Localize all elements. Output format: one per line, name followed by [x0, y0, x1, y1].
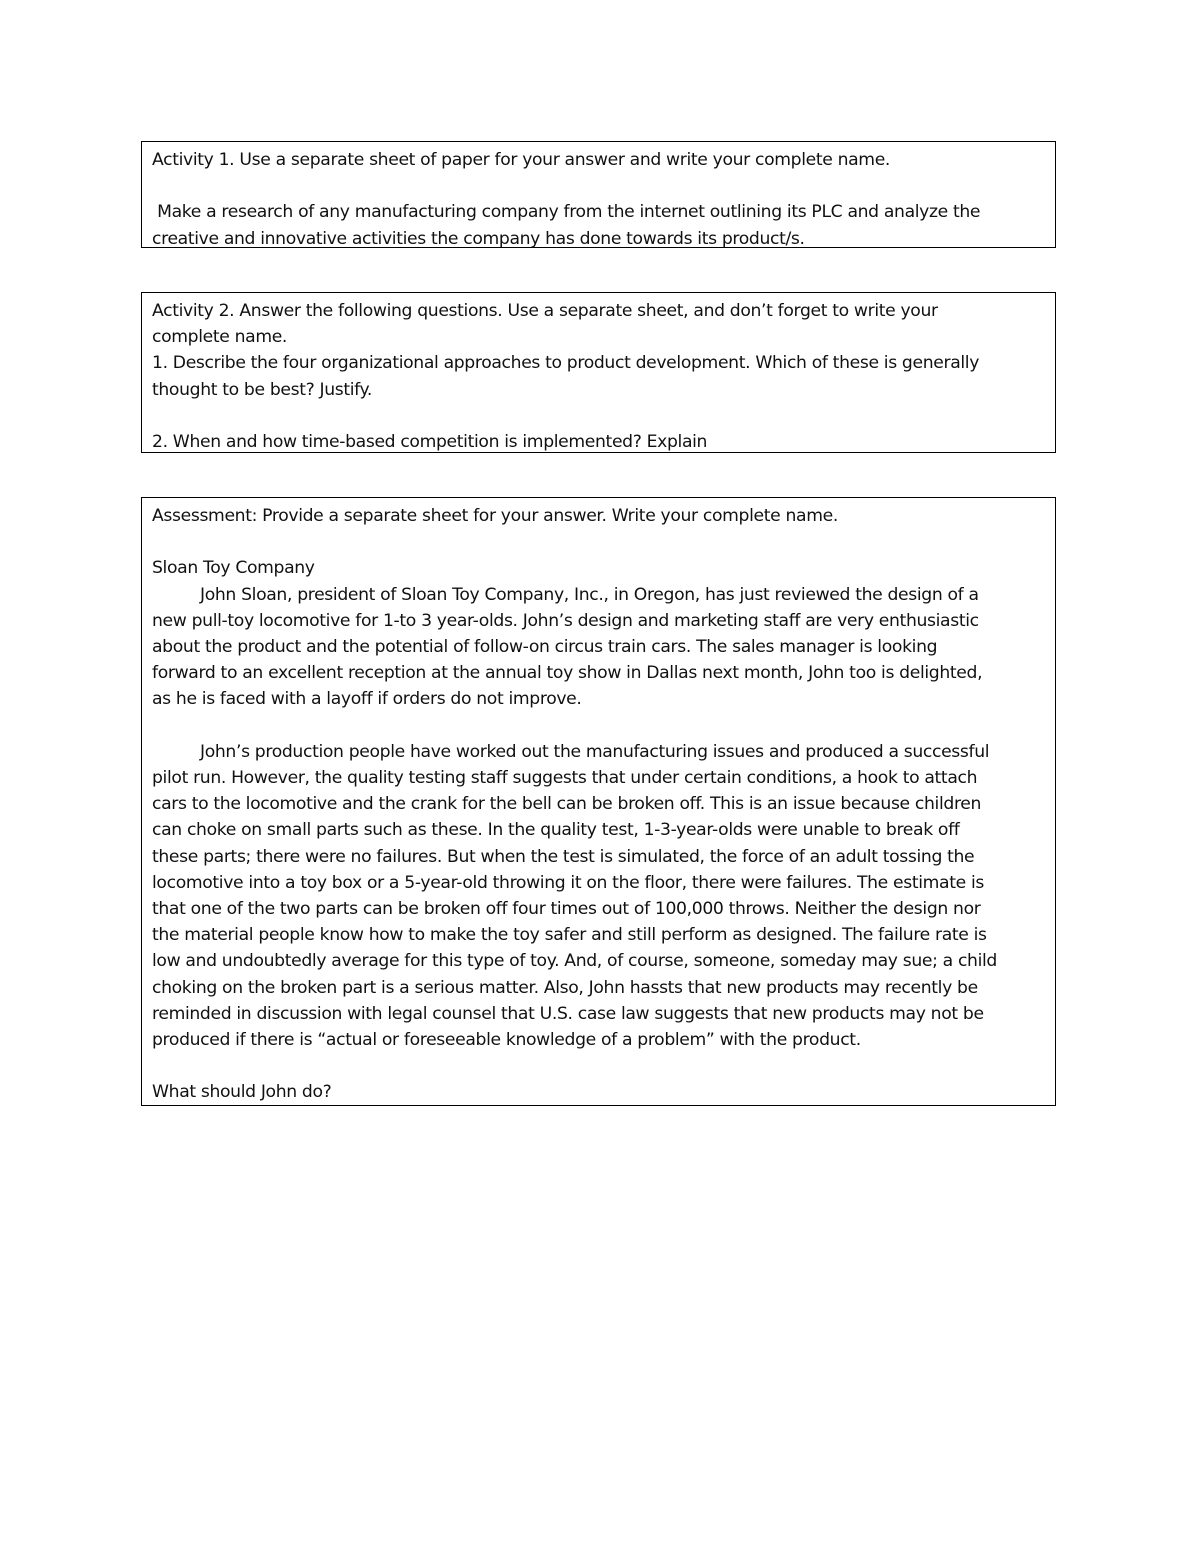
activity-2-box	[141, 292, 1056, 453]
activity-1-heading: Activity 1. Use a separate sheet of paper for your answer and write your complete name.	[152, 150, 891, 170]
paragraph-1-line: John Sloan, president of Sloan Toy Company, Inc., in Oregon, has just reviewed the design of a	[200, 584, 979, 605]
assessment-box	[141, 497, 1056, 1106]
question-1-line: 1. Describe the four organizational approaches to product development. Which of these is generally	[152, 353, 980, 374]
paragraph-2-line: produced if there is “actual or foreseeable knowledge of a problem” with the product.	[152, 1030, 861, 1051]
paragraph-1-line: about the product and the potential of follow-on circus train cars. The sales manager is looking	[152, 637, 938, 657]
spacer	[152, 713, 1045, 739]
paragraph-1-line: new pull-toy locomotive for 1-to 3 year-olds. John’s design and marketing staff are very enthusiastic	[152, 610, 979, 631]
paragraph-1-line: forward to an excellent reception at the annual toy show in Dallas next month, John too is delighted,	[152, 663, 983, 684]
paragraph-2-line: reminded in discussion with legal counsel that U.S. case law suggests that new products may not be	[152, 1003, 984, 1024]
spacer	[152, 529, 1045, 555]
paragraph-2-line: John’s production people have worked out the manufacturing issues and produced a successful	[200, 741, 990, 762]
paragraph-2-line: can choke on small parts such as these. In the quality test, 1-3-year-olds were unable to break off	[152, 820, 960, 841]
paragraph-2-line: these parts; there were no failures. But when the test is simulated, the force of an adult tossing the	[152, 846, 975, 867]
activity-2-heading-line: Activity 2. Answer the following questions. Use a separate sheet, and don’t forget to write your	[152, 301, 938, 321]
spacer	[152, 403, 1045, 429]
paragraph-1-line: as he is faced with a layoff if orders do not improve.	[152, 689, 582, 710]
activity-1-body-line: Make a research of any manufacturing company from the internet outlining its PLC and analyze the	[152, 202, 981, 223]
activity-1-body-line: creative and innovative activities the company has done towards its product/s.	[152, 228, 805, 249]
activity-2-heading-line: complete name.	[152, 327, 288, 348]
paragraph-2-line: cars to the locomotive and the crank for the bell can be broken off. This is an issue because children	[152, 794, 982, 815]
spacer	[152, 173, 1045, 199]
paragraph-2-line: low and undoubtedly average for this type of toy. And, of course, someone, someday may sue; a child	[152, 951, 997, 972]
question-2: 2. When and how time-based competition is implemented? Explain	[152, 432, 708, 452]
activity-1-box	[141, 141, 1056, 248]
paragraph-2-line: that one of the two parts can be broken off four times out of 100,000 throws. Neither the design nor	[152, 899, 981, 920]
paragraph-2-line: choking on the broken part is a serious matter. Also, John hassts that new products may recently be	[152, 977, 978, 998]
paragraph-2-line: locomotive into a toy box or a 5-year-old throwing it on the floor, there were failures. The estimate is	[152, 872, 984, 893]
question-1-line: thought to be best? Justify.	[152, 379, 373, 400]
paragraph-2-line: pilot run. However, the quality testing staff suggests that under certain conditions, a hook to attach	[152, 768, 978, 788]
paragraph-2-line: the material people know how to make the toy safer and still perform as designed. The failure rate is	[152, 925, 987, 946]
case-question: What should John do?	[152, 1082, 332, 1103]
assessment-heading: Assessment: Provide a separate sheet for your answer. Write your complete name.	[152, 506, 838, 526]
case-title: Sloan Toy Company	[152, 558, 315, 579]
spacer	[152, 1053, 1045, 1079]
